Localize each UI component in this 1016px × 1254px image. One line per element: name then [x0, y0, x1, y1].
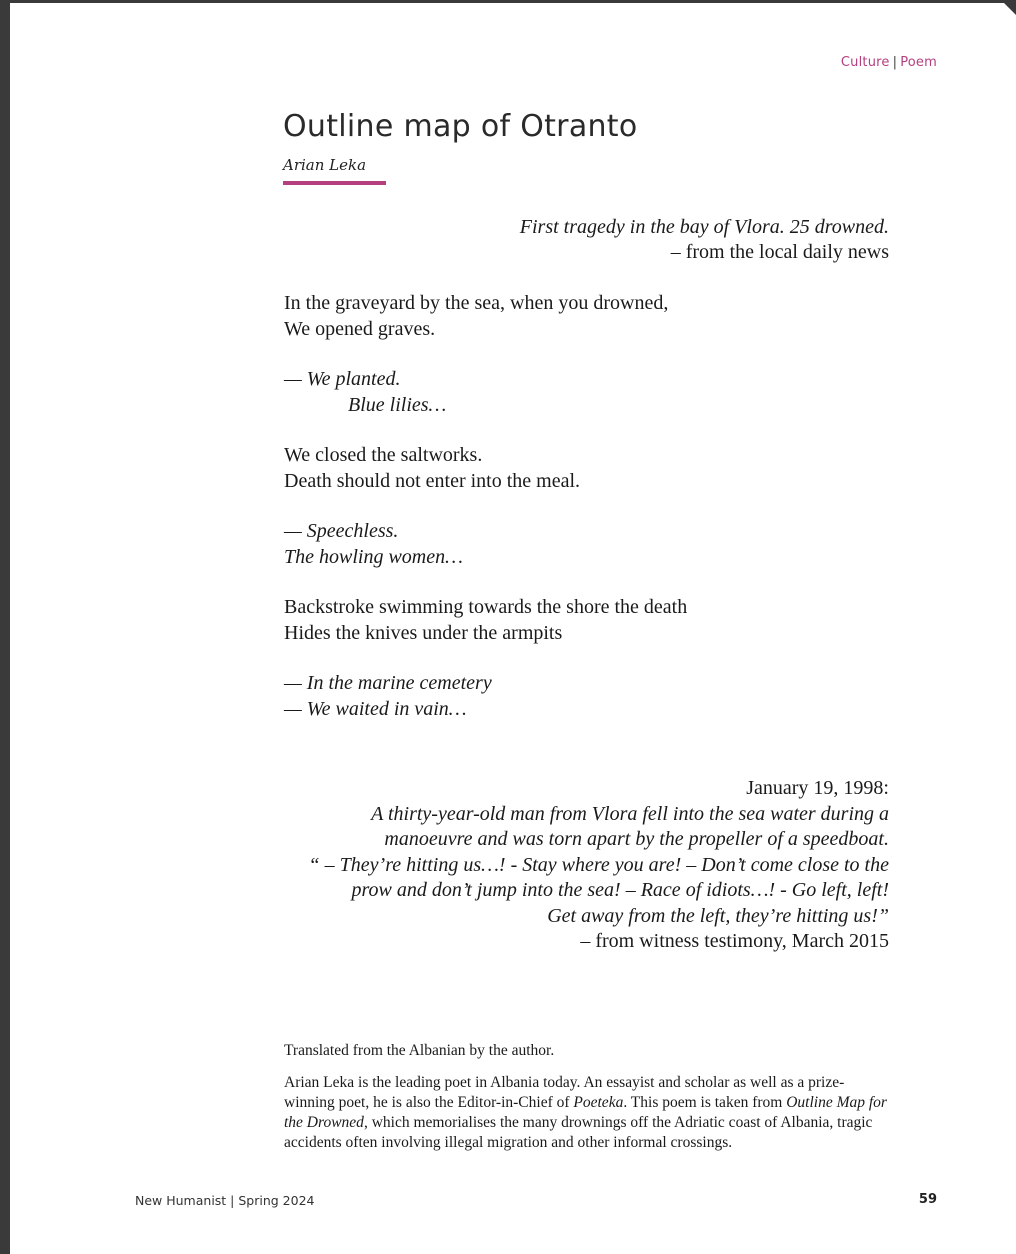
epigraph	[520, 215, 889, 265]
author-notes	[284, 1041, 894, 1165]
bio-text: Arian Leka is the leading poet in Albania today. An essayist and scholar as well as a prize-winning poet, he is also the Editor-in-Chief of	[284, 1074, 845, 1111]
section-tag	[841, 55, 937, 70]
page-corner-fold	[1004, 3, 1016, 15]
dated-note-line: “ – They’re hitting us…! - Stay where you are! – Don’t come close to the	[308, 853, 889, 876]
poem-line: Blue lilies…	[348, 393, 447, 416]
subsection-label: Poem	[900, 55, 937, 70]
section-separator: |	[892, 55, 898, 70]
poem-line: Death should not enter into the meal.	[284, 469, 581, 492]
dated-note-line: prow and don’t jump into the sea! – Race of idiots…! - Go left, left!	[351, 879, 889, 901]
author-bio	[284, 1073, 894, 1153]
stanza-6	[284, 671, 904, 722]
footer-publication: New Humanist | Spring 2024	[135, 1193, 315, 1208]
bio-text: . This poem is taken from	[623, 1094, 787, 1111]
poem-line: We opened graves.	[284, 317, 436, 340]
epigraph-line: First tragedy in the bay of Vlora. 25 drowned.	[519, 216, 889, 238]
dated-note	[289, 776, 889, 955]
page-title: Outline map of Otranto	[283, 109, 638, 144]
bio-journal-title: Poeteka	[573, 1094, 624, 1111]
poem-line: — We waited in vain…	[284, 697, 467, 720]
poem-line: Backstroke swimming towards the shore the death	[284, 596, 688, 618]
stanza-1	[284, 291, 904, 342]
bio-text: , which memorialises the many drownings off the Adriatic coast of Albania, tragic accidents often involving illegal migration and other informal crossings.	[284, 1114, 873, 1151]
section-label: Culture	[840, 55, 890, 70]
translation-note: Translated from the Albanian by the author.	[284, 1042, 555, 1059]
poem-body	[284, 291, 904, 747]
stanza-4	[284, 519, 904, 570]
dated-note-line: A thirty-year-old man from Vlora fell into the sea water during a	[371, 802, 889, 825]
dated-note-line: manoeuvre and was torn apart by the propeller of a speedboat.	[384, 828, 889, 850]
dated-note-line: Get away from the left, they’re hitting us!”	[547, 904, 889, 927]
poem-line: — We planted.	[284, 368, 401, 390]
stanza-5	[284, 595, 904, 646]
magazine-page	[10, 3, 1016, 1254]
stanza-3	[284, 443, 904, 494]
epigraph-source: – from the local daily news	[670, 241, 889, 263]
author-byline: Arian Leka	[283, 156, 367, 174]
dated-note-date: January 19, 1998:	[746, 777, 889, 799]
poem-line: Hides the knives under the armpits	[284, 621, 563, 644]
poem-line: — Speechless.	[284, 520, 399, 542]
poem-line: The howling women…	[284, 545, 463, 568]
stanza-2	[284, 367, 904, 418]
poem-line: We closed the saltworks.	[284, 444, 483, 466]
poem-line: In the graveyard by the sea, when you drowned,	[284, 292, 669, 314]
title-accent-rule	[283, 181, 386, 185]
poem-line: — In the marine cemetery	[284, 672, 492, 694]
bio-book-title: Outline Map for the Drowned	[284, 1094, 887, 1131]
dated-note-source: – from witness testimony, March 2015	[580, 930, 889, 952]
page-number: 59	[918, 1192, 937, 1207]
